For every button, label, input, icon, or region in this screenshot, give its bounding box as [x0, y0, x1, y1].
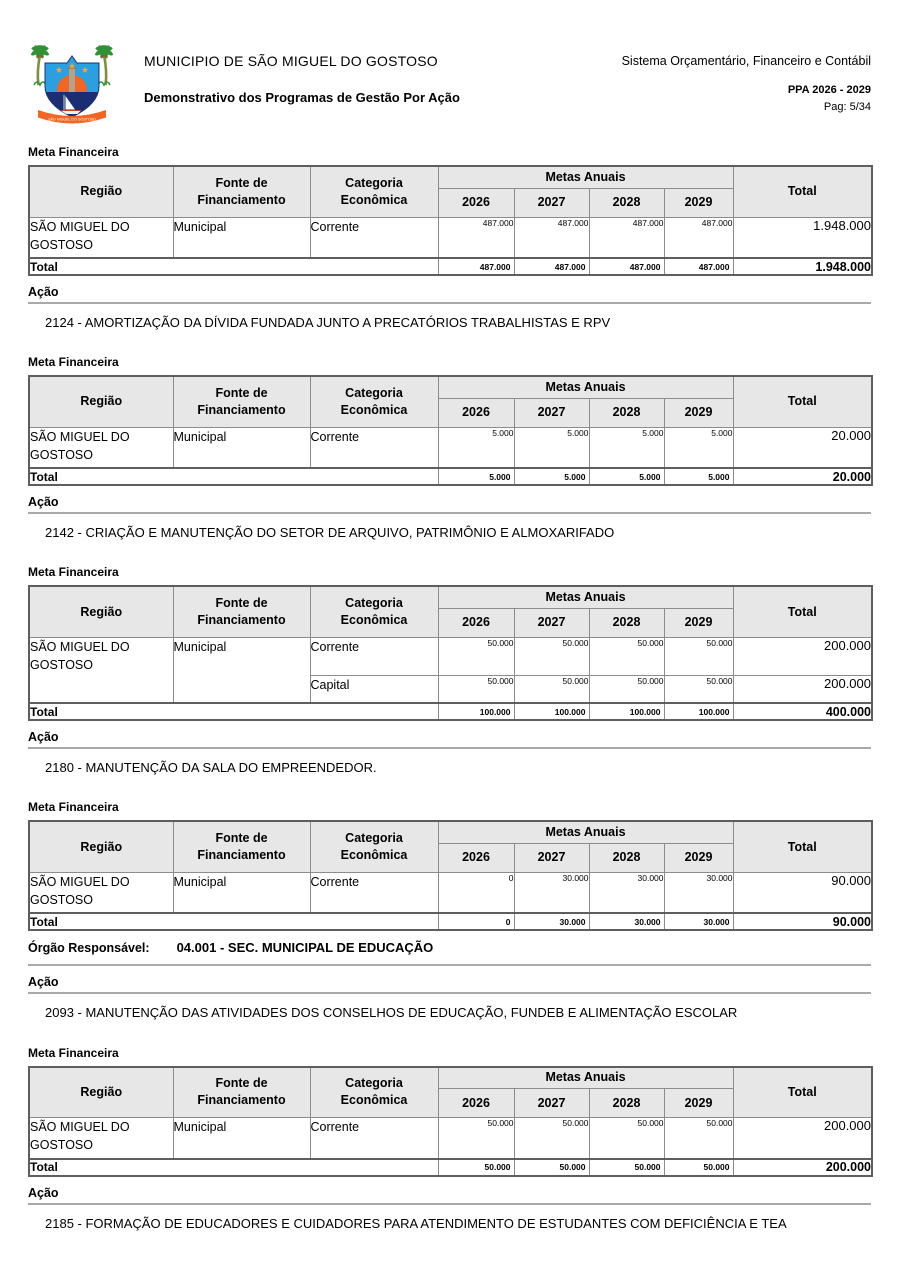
municipality-name: MUNICIPIO DE SÃO MIGUEL DO GOSTOSO [144, 53, 438, 69]
region-cell: SÃO MIGUEL DO GOSTOSO [29, 217, 173, 258]
col-header-fonte: Fonte de Financiamento [173, 586, 310, 637]
meta-financeira-label: Meta Financeira [28, 800, 119, 815]
meta-financeira-label: Meta Financeira [28, 145, 119, 159]
row-total-cell: 90.000 [733, 872, 872, 913]
col-header-categoria: Categoria Econômica [310, 166, 438, 217]
meta-2026-cell: 0 [438, 872, 514, 913]
meta-financeira-table-4 [28, 820, 873, 931]
total-2027-cell: 30.000 [514, 913, 589, 930]
col-header-regiao: Região [29, 821, 173, 872]
total-row [29, 258, 872, 275]
meta-2029-cell: 5.000 [664, 427, 733, 468]
categoria-cell: Corrente [310, 427, 438, 468]
total-2028-cell: 487.000 [589, 258, 664, 275]
total-2027-cell: 5.000 [514, 468, 589, 485]
meta-2029-cell: 50.000 [664, 675, 733, 703]
col-header-year-2026: 2026 [438, 608, 514, 637]
grand-total-cell: 90.000 [733, 913, 872, 930]
acao-label: Ação [28, 730, 59, 745]
col-header-metas-anuais: Metas Anuais [438, 376, 733, 398]
categoria-cell: Capital [310, 675, 438, 703]
col-header-year-2027: 2027 [514, 188, 589, 217]
table-row-corrente [29, 637, 872, 675]
total-2026-cell: 487.000 [438, 258, 514, 275]
col-header-regiao: Região [29, 586, 173, 637]
meta-2026-cell: 487.000 [438, 217, 514, 258]
total-row [29, 468, 872, 485]
col-header-metas-anuais: Metas Anuais [438, 821, 733, 843]
total-row-label: Total [29, 258, 438, 275]
total-2029-cell: 30.000 [664, 913, 733, 930]
col-header-fonte: Fonte de Financiamento [173, 376, 310, 427]
categoria-cell: Corrente [310, 1118, 438, 1159]
meta-2029-cell: 50.000 [664, 1118, 733, 1159]
total-row [29, 703, 872, 720]
total-2026-cell: 0 [438, 913, 514, 930]
orgao-responsavel-row [28, 940, 871, 955]
fonte-cell: Municipal [173, 1118, 310, 1159]
col-header-categoria: Categoria Econômica [310, 821, 438, 872]
orgao-responsavel-label: Órgão Responsável: [28, 941, 150, 956]
col-header-categoria: Categoria Econômica [310, 1067, 438, 1118]
row-total-cell: 200.000 [733, 1118, 872, 1159]
meta-financeira-label: Meta Financeira [28, 1045, 119, 1060]
categoria-cell: Corrente [310, 872, 438, 913]
meta-2026-cell: 50.000 [438, 1118, 514, 1159]
header-titles [144, 40, 460, 132]
report-title: Demonstrativo dos Programas de Gestão Por Ação [144, 90, 460, 105]
meta-2027-cell: 50.000 [514, 1118, 589, 1159]
col-header-categoria: Categoria Econômica [310, 586, 438, 637]
header-meta [622, 40, 871, 132]
orgao-responsavel-value: 04.001 - SEC. MUNICIPAL DE EDUCAÇÃO [176, 940, 434, 956]
acao-text-2124: 2124 - AMORTIZAÇÃO DA DÍVIDA FUNDADA JUNTO A PRECATÓRIOS TRABALHISTAS E RPV [45, 315, 611, 330]
col-header-year-2027: 2027 [514, 608, 589, 637]
report-header [28, 40, 871, 132]
col-header-total: Total [733, 821, 872, 872]
col-header-year-2029: 2029 [664, 1089, 733, 1118]
col-header-year-2027: 2027 [514, 398, 589, 427]
meta-2028-cell: 30.000 [589, 872, 664, 913]
total-2026-cell: 50.000 [438, 1159, 514, 1176]
col-header-year-2027: 2027 [514, 1089, 589, 1118]
acao-text-2180: 2180 - MANUTENÇÃO DA SALA DO EMPREENDEDOR. [45, 760, 377, 776]
total-row [29, 913, 872, 930]
total-row-label: Total [29, 913, 438, 930]
col-header-fonte: Fonte de Financiamento [173, 821, 310, 872]
region-cell: SÃO MIGUEL DO GOSTOSO [29, 427, 173, 468]
col-header-year-2027: 2027 [514, 843, 589, 872]
grand-total-cell: 400.000 [733, 703, 872, 720]
col-header-total: Total [733, 376, 872, 427]
grand-total-cell: 1.948.000 [733, 258, 872, 275]
meta-2028-cell: 5.000 [589, 427, 664, 468]
section-divider [28, 964, 871, 966]
meta-financeira-label: Meta Financeira [28, 565, 119, 580]
meta-financeira-table-2 [28, 375, 873, 486]
meta-financeira-table-1 [28, 165, 873, 276]
col-header-total: Total [733, 166, 872, 217]
meta-2028-cell: 50.000 [589, 1118, 664, 1159]
section-divider [28, 512, 871, 514]
acao-text-2142: 2142 - CRIAÇÃO E MANUTENÇÃO DO SETOR DE ARQUIVO, PATRIMÔNIO E ALMOXARIFADO [45, 525, 615, 541]
acao-label: Ação [28, 975, 59, 990]
meta-2029-cell: 50.000 [664, 637, 733, 675]
col-header-year-2028: 2028 [589, 1089, 664, 1118]
grand-total-cell: 200.000 [733, 1159, 872, 1176]
meta-2028-cell: 487.000 [589, 217, 664, 258]
total-2029-cell: 487.000 [664, 258, 733, 275]
col-header-regiao: Região [29, 376, 173, 427]
meta-2027-cell: 487.000 [514, 217, 589, 258]
meta-2027-cell: 50.000 [514, 637, 589, 675]
col-header-fonte: Fonte de Financiamento [173, 166, 310, 217]
meta-2027-cell: 50.000 [514, 675, 589, 703]
section-divider [28, 1203, 871, 1205]
total-2026-cell: 5.000 [438, 468, 514, 485]
col-header-total: Total [733, 586, 872, 637]
meta-2026-cell: 50.000 [438, 675, 514, 703]
col-header-metas-anuais: Metas Anuais [438, 1067, 733, 1089]
meta-2026-cell: 5.000 [438, 427, 514, 468]
acao-text-2185: 2185 - FORMAÇÃO DE EDUCADORES E CUIDADORES PARA ATENDIMENTO DE ESTUDANTES COM DEFICIÊNCIA E TEA [45, 1215, 787, 1231]
total-2028-cell: 50.000 [589, 1159, 664, 1176]
col-header-categoria: Categoria Econômica [310, 376, 438, 427]
fonte-cell: Municipal [173, 217, 310, 258]
col-header-year-2026: 2026 [438, 398, 514, 427]
row-total-cell: 1.948.000 [733, 217, 872, 258]
meta-financeira-label: Meta Financeira [28, 355, 119, 370]
meta-2028-cell: 50.000 [589, 637, 664, 675]
ppa-period: PPA 2026 - 2029 [787, 84, 871, 96]
row-total-cell: 200.000 [733, 675, 872, 703]
region-cell: SÃO MIGUEL DO GOSTOSO [29, 872, 173, 913]
total-row [29, 1159, 872, 1176]
meta-2029-cell: 487.000 [664, 217, 733, 258]
total-row-label: Total [29, 1159, 438, 1176]
col-header-fonte: Fonte de Financiamento [173, 1067, 310, 1118]
col-header-year-2029: 2029 [664, 188, 733, 217]
fonte-cell: Municipal [173, 872, 310, 913]
total-2027-cell: 100.000 [514, 703, 589, 720]
table-row [29, 1118, 872, 1159]
col-header-year-2026: 2026 [438, 843, 514, 872]
total-2028-cell: 100.000 [589, 703, 664, 720]
system-name: Sistema Orçamentário, Financeiro e Contábil [621, 54, 871, 68]
col-header-regiao: Região [29, 166, 173, 217]
row-total-cell: 20.000 [733, 427, 872, 468]
acao-label: Ação [28, 495, 59, 510]
fonte-cell: Municipal [173, 427, 310, 468]
total-2027-cell: 487.000 [514, 258, 589, 275]
table-row [29, 217, 872, 258]
col-header-year-2028: 2028 [589, 843, 664, 872]
meta-financeira-table-3 [28, 585, 873, 721]
total-row-label: Total [29, 468, 438, 485]
meta-2028-cell: 50.000 [589, 675, 664, 703]
col-header-regiao: Região [29, 1067, 173, 1118]
col-header-year-2026: 2026 [438, 1089, 514, 1118]
table-row [29, 427, 872, 468]
total-2026-cell: 100.000 [438, 703, 514, 720]
acao-label: Ação [28, 285, 59, 299]
total-2029-cell: 50.000 [664, 1159, 733, 1176]
section-divider [28, 992, 871, 994]
meta-financeira-table-5 [28, 1066, 873, 1177]
col-header-year-2028: 2028 [589, 608, 664, 637]
logo-banner-text: SÃO MIGUEL DO GOSTOSO [48, 117, 96, 122]
col-header-year-2029: 2029 [664, 843, 733, 872]
page-number: Pag: 5/34 [823, 101, 871, 113]
total-row-label: Total [29, 703, 438, 720]
table-row [29, 872, 872, 913]
total-2029-cell: 5.000 [664, 468, 733, 485]
total-2028-cell: 5.000 [589, 468, 664, 485]
row-total-cell: 200.000 [733, 637, 872, 675]
col-header-metas-anuais: Metas Anuais [438, 586, 733, 608]
grand-total-cell: 20.000 [733, 468, 872, 485]
meta-2027-cell: 30.000 [514, 872, 589, 913]
col-header-year-2029: 2029 [664, 608, 733, 637]
municipal-coat-of-arms-icon [28, 40, 116, 132]
acao-label: Ação [28, 1185, 59, 1200]
meta-2027-cell: 5.000 [514, 427, 589, 468]
col-header-year-2028: 2028 [589, 188, 664, 217]
categoria-cell: Corrente [310, 637, 438, 675]
section-divider [28, 747, 871, 749]
total-2029-cell: 100.000 [664, 703, 733, 720]
col-header-metas-anuais: Metas Anuais [438, 166, 733, 188]
region-cell: SÃO MIGUEL DO GOSTOSO [29, 1118, 173, 1159]
total-2027-cell: 50.000 [514, 1159, 589, 1176]
acao-text-2093: 2093 - MANUTENÇÃO DAS ATIVIDADES DOS CONSELHOS DE EDUCAÇÃO, FUNDEB E ALIMENTAÇÃO ESCOLAR [45, 1005, 738, 1021]
region-cell: SÃO MIGUEL DO GOSTOSO [29, 637, 173, 703]
col-header-total: Total [733, 1067, 872, 1118]
meta-2026-cell: 50.000 [438, 637, 514, 675]
total-2028-cell: 30.000 [589, 913, 664, 930]
col-header-year-2029: 2029 [664, 398, 733, 427]
fonte-cell: Municipal [173, 637, 310, 703]
section-divider [28, 302, 871, 304]
col-header-year-2028: 2028 [589, 398, 664, 427]
meta-2029-cell: 30.000 [664, 872, 733, 913]
categoria-cell: Corrente [310, 217, 438, 258]
col-header-year-2026: 2026 [438, 188, 514, 217]
